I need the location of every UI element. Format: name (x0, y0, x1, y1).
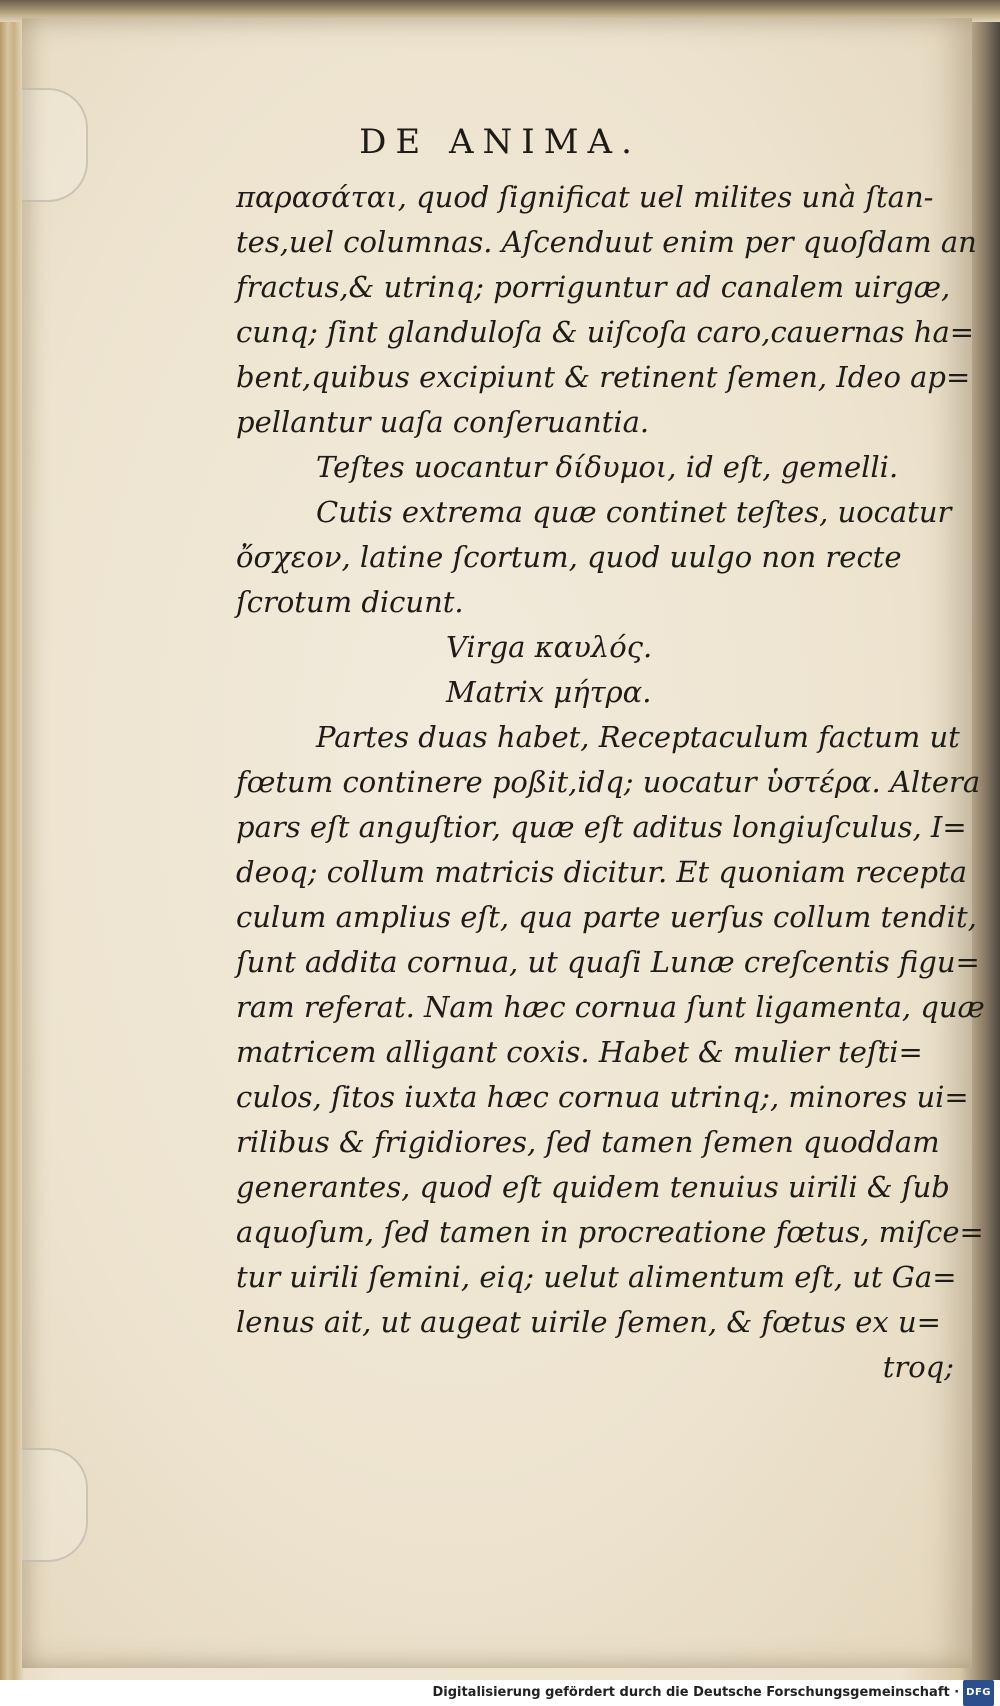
text-line: Teſtes uocantur δίδυμοι, id eſt, gemelli. (316, 450, 899, 484)
text-line: culos, ſitos iuxta hæc cornua utrinq;, minores ui= (236, 1080, 969, 1114)
text-line: ὄσχεον, latine ſcortum, quod uulgo non recte (236, 540, 902, 574)
text-line: deoq; collum matricis dicitur. Et quoniam recepta (236, 855, 968, 889)
catchword: troq; (882, 1350, 954, 1384)
text-line: Virga καυλός. (446, 630, 653, 664)
text-line: fœtum continere poßit,idq; uocatur ὑστέρα. Altera (236, 765, 981, 799)
text-line: pellantur uaſa conſeruantia. (236, 405, 650, 439)
digitization-footer (0, 1680, 1000, 1704)
text-line: ram referat. Nam hæc cornua ſunt ligamenta, quæ (236, 990, 985, 1024)
text-line: pars eſt anguſtior, quæ eſt aditus longiuſculus, I= (236, 810, 967, 844)
text-line: generantes, quod eſt quidem tenuius uirili & ſub (236, 1170, 950, 1204)
page-body (236, 175, 985, 1390)
text-line: culum amplius eſt, qua parte uerſus collum tendit, (236, 900, 977, 934)
text-line: Matrix μήτρα. (446, 675, 652, 709)
text-line: tur uirili ſemini, eiq; uelut alimentum eſt, ut Ga= (236, 1260, 957, 1294)
text-line: Partes duas habet, Receptaculum factum ut (316, 720, 960, 754)
dfg-logo-icon: DFG (963, 1680, 994, 1706)
text-line: bent,quibus excipiunt & retinent ſemen, Ideo ap= (236, 360, 971, 394)
funding-notice: Digitalisierung gefördert durch die Deutsche Forschungsgemeinschaft · (432, 1685, 960, 1700)
text-line: aquoſum, ſed tamen in procreatione fœtus, miſce= (236, 1215, 984, 1249)
text-line: matricem alligant coxis. Habet & mulier teſti= (236, 1035, 923, 1069)
text-line: ſunt addita cornua, ut quaſi Lunæ creſcentis figu= (236, 945, 980, 979)
text-line: ſcrotum dicunt. (236, 585, 464, 619)
running-header: DE ANIMA. (359, 122, 641, 162)
page-tab-bottom (22, 1448, 88, 1562)
text-line: Cutis extrema quæ continet teſtes, uocatur (316, 495, 952, 529)
text-line: fractus,& utrinq; porriguntur ad canalem uirgæ, (236, 270, 951, 304)
text-line: lenus ait, ut augeat uirile ſemen, & fœtus ex u= (236, 1305, 941, 1339)
text-line: παρασάται, quod ſignificat uel milites unà ſtan- (236, 180, 934, 214)
text-line: tes,uel columnas. Aſcenduut enim per quoſdam an (236, 225, 977, 259)
text-line: rilibus & frigidiores, ſed tamen ſemen quoddam (236, 1125, 940, 1159)
text-line: cunq; ſint glanduloſa & uiſcoſa caro,cauernas ha= (236, 315, 975, 349)
